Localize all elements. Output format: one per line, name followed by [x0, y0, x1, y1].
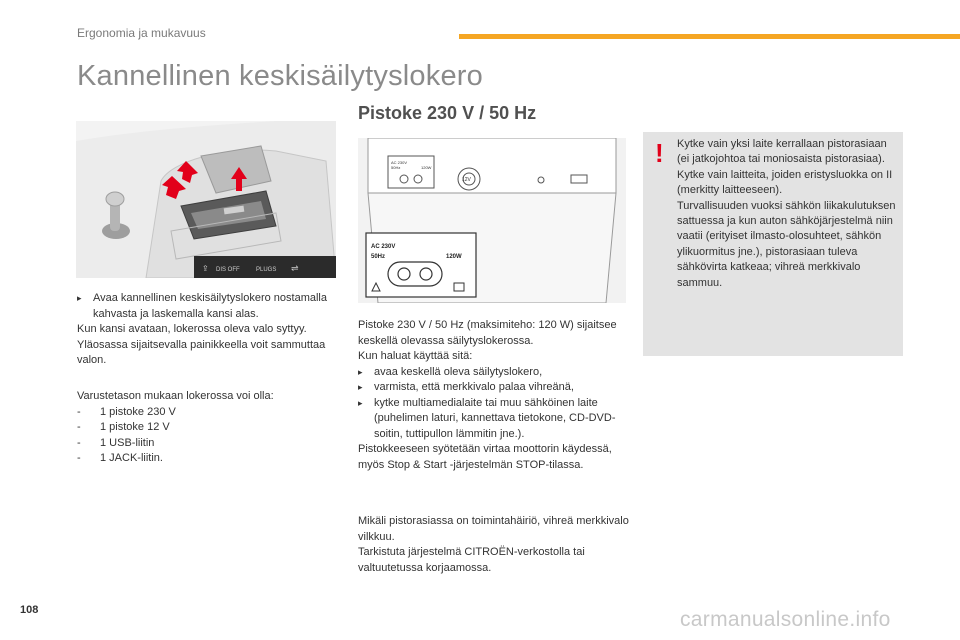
section-label: Ergonomia ja mukavuus: [77, 26, 206, 40]
small-plate-frequency: 50Hz: [391, 165, 401, 170]
left-column-intro: [77, 291, 339, 369]
bullet-marker-icon: ▸: [77, 293, 82, 303]
list-item-text: 1 pistoke 12 V: [100, 421, 170, 433]
paragraph-service: Tarkistuta järjestelmä CITROËN-verkostolla tai valtuutetussa korjaamossa.: [358, 546, 585, 574]
list-item-text: avaa keskellä oleva säilytyslokero,: [374, 365, 543, 378]
right-column-usage: [358, 318, 632, 473]
list-item: - 1 pistoke 12 V: [77, 420, 339, 436]
list-item-text: varmista, että merkkivalo palaa vihreänä,: [374, 381, 574, 393]
list-item: [358, 380, 632, 396]
bullet-marker-icon: ▸: [358, 366, 363, 377]
list-item: [358, 396, 632, 443]
bullet-text: Avaa kannellinen keskisäilytyslokero nostamalla kahvasta ja laskemalla kansi alas.: [93, 292, 327, 320]
svg-text:⇌: ⇌: [291, 264, 299, 274]
list-item-text: 1 pistoke 230 V: [100, 405, 176, 418]
bullet-marker-icon: ▸: [358, 382, 363, 392]
socket-panel-illustration: [358, 138, 626, 303]
warning-line: Turvallisuuden vuoksi sähkön liikakulutuksen sattuessa ja kun auton sähköjärjestelmä niin vaatii (erityiset ilmasto-olosuhteet, sähkön ylikuormitus jne.), pistorasiaan tuleva sähkövirta katkeaa; vihreä merkkivalo sammuu.: [677, 199, 896, 289]
plate-power: 120W: [446, 254, 462, 260]
strip-label-plugs: PLUGS: [256, 267, 277, 273]
list-item-text: 1 USB-liitin: [100, 436, 155, 449]
paragraph-light: Kun kansi avataan, lokerossa oleva valo syttyy.: [77, 323, 307, 335]
small-plate-voltage: AC 230V: [391, 160, 408, 165]
storage-compartment-illustration: [76, 121, 336, 278]
bullet-open-compartment: [77, 291, 339, 322]
paragraph-socket-location: Pistoke 230 V / 50 Hz (maksimiteho: 120 W) sijaitsee keskellä olevassa säilytyslokerossa.: [358, 319, 617, 347]
list-item-text: 1 JACK-liitin.: [100, 452, 163, 464]
warning-line: Kytke vain laitteita, joiden eristysluokka on II (merkitty laitteeseen).: [677, 168, 893, 197]
list-item: - 1 JACK-liitin.: [77, 451, 339, 467]
right-column-fault: [358, 514, 632, 576]
page-number: 108: [20, 604, 39, 616]
warning-text: [677, 137, 899, 291]
left-column-equipment: [77, 389, 339, 467]
page-title: Kannellinen keskisäilytyslokero: [77, 60, 483, 92]
plate-frequency: 50Hz: [371, 254, 386, 260]
list-item: - 1 pistoke 230 V: [77, 405, 339, 421]
list-item: - 1 USB-liitin: [77, 436, 339, 452]
paragraph-equipment: Varustetason mukaan lokerossa voi olla:: [77, 390, 274, 402]
warning-exclamation-icon: !: [655, 138, 664, 168]
strip-label-dis-off: DIS OFF: [216, 267, 240, 273]
svg-text:⇪: ⇪: [202, 264, 209, 273]
socket-12v-label: 12V: [462, 177, 471, 183]
storage-compartment-drawing: [76, 121, 336, 278]
plate-voltage: AC 230V: [371, 244, 396, 250]
list-item: [358, 365, 632, 381]
watermark: carmanualsonline.info: [680, 608, 891, 631]
paragraph-usage-intro: Kun haluat käyttää sitä:: [358, 350, 473, 362]
paragraph-switch: Yläosassa sijaitsevalla painikkeella voit sammuttaa valon.: [77, 338, 326, 366]
section-accent-bar: [459, 34, 960, 39]
paragraph-fault: Mikäli pistorasiassa on toimintahäiriö, vihreä merkkivalo vilkkuu.: [358, 515, 629, 543]
socket-panel-drawing: [358, 138, 626, 303]
bullet-marker-icon: ▸: [358, 397, 363, 408]
small-plate-power: 120W: [421, 165, 432, 170]
list-item-text: kytke multiamedialaite tai muu sähköinen laite (puhelimen laturi, kannettava tietokone, CD-DVD-soitin, tuttipullon lämmitin jne.).: [374, 396, 616, 440]
section-subtitle: Pistoke 230 V / 50 Hz: [358, 103, 537, 123]
warning-box: [643, 132, 903, 356]
paragraph-power-supply: Pistokkeeseen syötetään virtaa moottorin käydessä, myös Stop & Start -järjestelmän STOP-tilassa.: [358, 443, 612, 471]
warning-line: Kytke vain yksi laite kerrallaan pistorasiaan (ei jatkojohtoa tai moniosaista pistorasiaa).: [677, 138, 887, 166]
